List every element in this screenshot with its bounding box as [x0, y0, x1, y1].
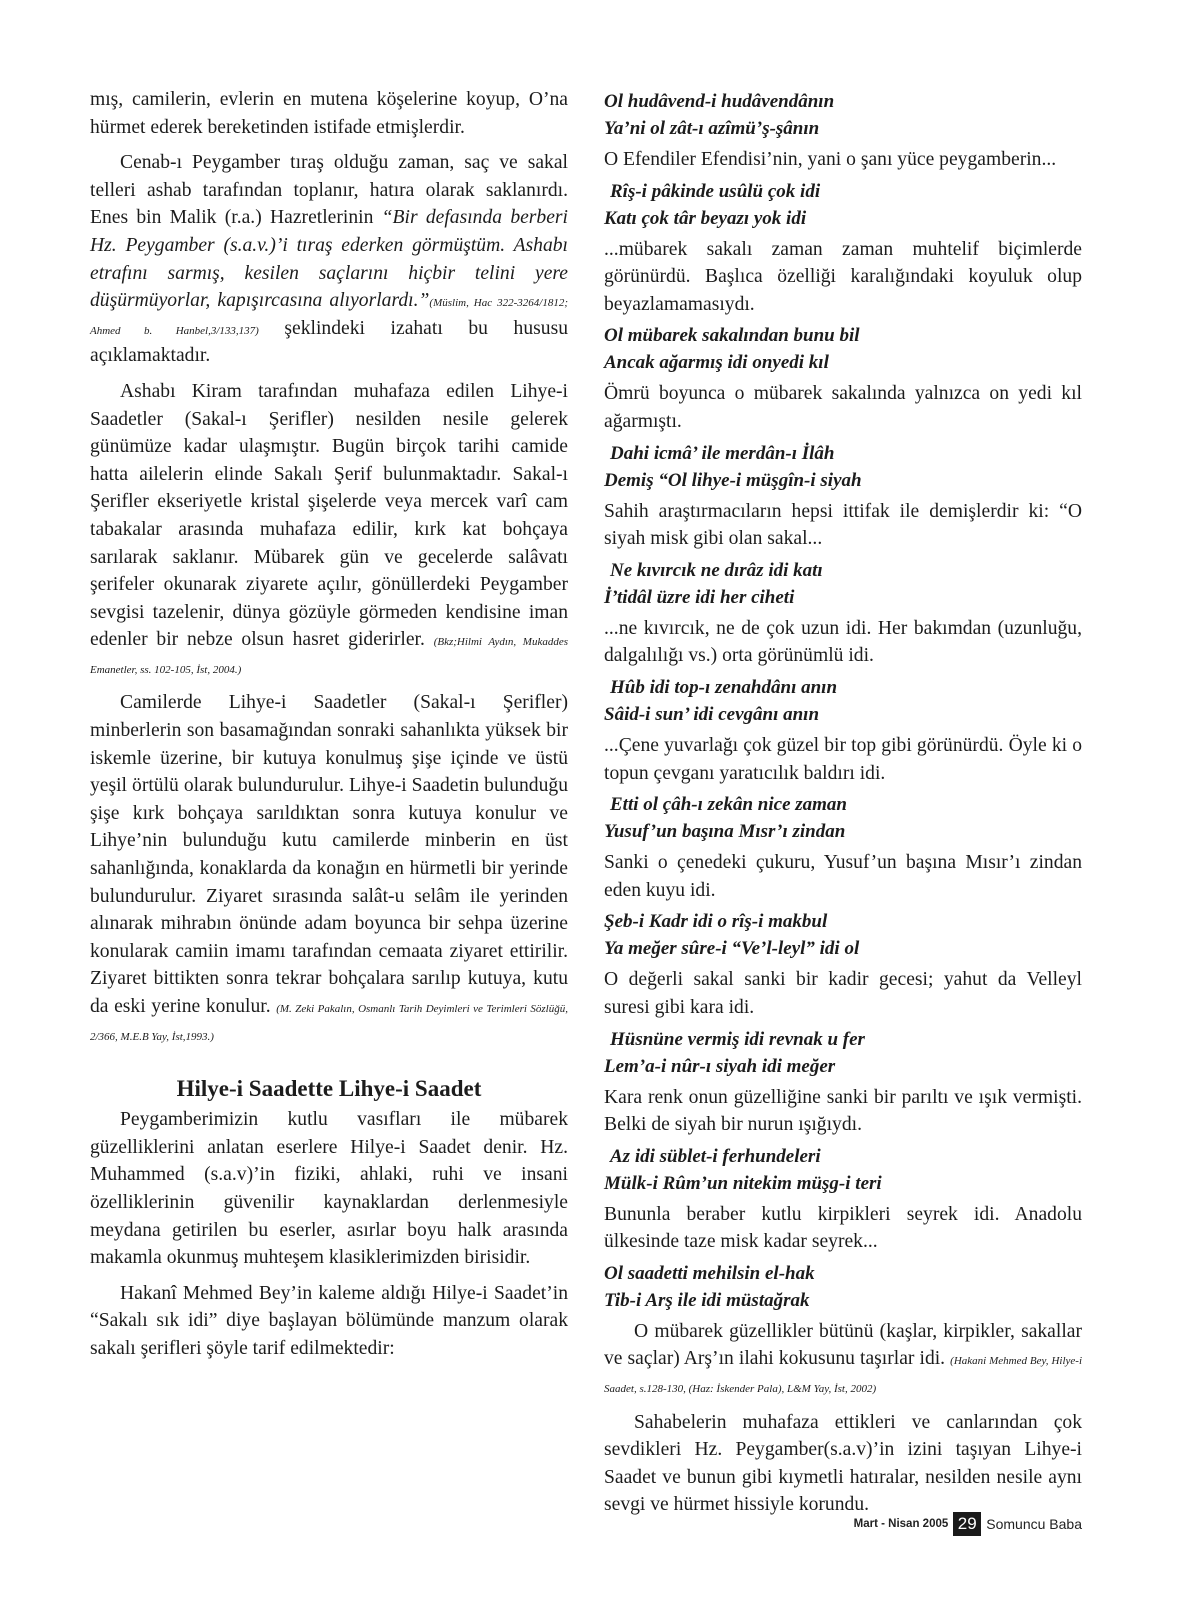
paragraph-3	[90, 378, 568, 682]
verse-line: Az idi süblet-i ferhundeleri	[610, 1145, 821, 1167]
verse-couplet	[604, 1026, 1082, 1080]
citation-pakalin: (M. Zeki Pakalın, Osmanlı Tarih Deyimleri ve Terimleri Sözlüğü, 2/366, M.E.B Yay, İst,1993.)	[90, 1003, 568, 1043]
verse-translation: O Efendiler Efendisi’nin, yani o şanı yüce peygamberin...	[604, 149, 1057, 170]
issue-date: Mart - Nisan 2005	[853, 1518, 949, 1530]
verse-couplet	[604, 440, 1082, 494]
page-number: 29	[953, 1512, 981, 1536]
verse-translation: ...mübarek sakalı zaman zaman muhtelif biçimlerde görünürdü. Başlıca özelliği karalığındaki koyuluk olup beyazlamamasıydı.	[604, 238, 1082, 315]
verse-couplet	[604, 908, 1082, 962]
verse-line: Dahi icmâ’ ile merdân-ı İlâh	[610, 442, 835, 464]
citation-hakani: (Hakani Mehmed Bey, Hilye-i Saadet, s.128-130, (Haz: İskender Pala), L&M Yay, İst, 2002)	[604, 1355, 1083, 1396]
verse-translation: Bununla beraber kutlu kirpikleri seyrek idi. Anadolu ülkesinde taze misk kadar seyrek...	[604, 1203, 1082, 1253]
paragraph-2-start: Cenab-ı Peygamber tıraş olduğu zaman, saç ve sakal telleri ashab tarafından toplanır, hatıra olarak saklanırdı. Enes bin Malik (r.a.) Hazretlerinin	[90, 152, 568, 229]
verse-line: Mülk-i Rûm’un nitekim müşg-i teri	[604, 1172, 882, 1194]
verse-translation: O değerli sakal sanki bir kadir gecesi; yahut da Velleyl suresi gibi kara idi.	[604, 969, 1082, 1018]
verse-line: Ya’ni ol zât-ı azîmü’ş-şânın	[604, 118, 820, 139]
paragraph-2	[90, 149, 568, 370]
closing-paragraph-2: Sahabelerin muhafaza ettikleri ve canlarından çok sevdikleri Hz. Peygamber(s.a.v)’in izini taşıyan Lihye-i Saadet ve bunun gibi kıymetli hatıralar, nesilden nesile aynı sevgi ve hürmet hissiyle korundu.	[604, 1411, 1082, 1516]
citation-aydin: (Bkz;Hilmi Aydın, Mukaddes Emanetler, ss. 102-105, İst, 2004.)	[90, 636, 569, 676]
verse-line: Ol mübarek sakalından bunu bil	[604, 325, 860, 347]
enes-quote: “Bir defasında berberi Hz. Peygamber (s.a.v.)’i tıraş ederken görmüştüm. Ashabı etrafını sarmış, kesilen saçlarını hiçbir telini yere düşürmüyorlar, kapışırcasına alıyorlardı.”	[90, 207, 568, 312]
verse-translation: ...Çene yuvarlağı çok güzel bir top gibi görünürdü. Öyle ki o topun çevganı yaratıcılık baldırı idi.	[604, 734, 1082, 784]
left-column	[90, 86, 568, 1363]
page-footer	[854, 1512, 1082, 1536]
paragraph-4	[90, 689, 568, 1048]
verse-line: Yusuf’un başına Mısr’ı zindan	[604, 821, 846, 843]
paragraph-1: mış, camilerin, evlerin en mutena köşelerine koyup, O’na hürmet ederek bereketinden istifade etmişlerdir.	[90, 89, 568, 138]
verse-line: Ancak ağarmış idi onyedi kıl	[604, 352, 829, 374]
closing-paragraph-1	[604, 1318, 1082, 1401]
verse-line: Hûb idi top-ı zenahdânı anın	[610, 676, 838, 698]
verse-couplet	[604, 178, 1082, 232]
verse-couplet	[604, 1260, 1082, 1314]
verse-line: İ’tidâl üzre idi her ciheti	[604, 586, 795, 608]
verse-couplet	[604, 1143, 1082, 1197]
verse-line: Ya meğer sûre-i “Ve’l-leyl” idi ol	[604, 938, 860, 960]
citation-muslim: (Müslim, Hac 322-3264/1812; Ahmed b. Hanbel,3/133,137)	[90, 297, 568, 337]
verse-line: Etti ol çâh-ı zekân nice zaman	[610, 794, 847, 816]
verse-couplet	[604, 674, 1082, 728]
verse-line: Sâid-i sun’ idi cevgânı anın	[604, 703, 820, 725]
verse-line: Demiş “Ol lihye-i müşgîn-i siyah	[604, 469, 862, 491]
verse-line: Lem’a-i nûr-ı siyah idi meğer	[604, 1055, 836, 1077]
verse-line: Rîş-i pâkinde usûlü çok idi	[610, 180, 821, 202]
verse-line: Ne kıvırcık ne dırâz idi katı	[610, 559, 823, 581]
verse-line: Ol hudâvend-i hudâvendânın	[604, 91, 835, 112]
verse-line: Tib-i Arş ile idi müstağrak	[604, 1289, 810, 1311]
verse-translation: Sanki o çenedeki çukuru, Yusuf’un başına Mısır’ı zindan eden kuyu idi.	[604, 852, 1082, 901]
right-column	[604, 86, 1082, 1519]
verse-translation: Ömrü boyunca o mübarek sakalında yalnızca on yedi kıl ağarmıştı.	[604, 383, 1082, 432]
verse-couplet	[604, 791, 1082, 845]
verse-couplet	[604, 88, 1082, 142]
verse-translation: Sahih araştırmacıların hepsi ittifak ile demişlerdir ki: “O siyah misk gibi olan sakal...	[604, 500, 1082, 550]
paragraph-3-text: Ashabı Kiram tarafından muhafaza edilen Lihye-i Saadetler (Sakal-ı Şerifler) nesilden nesile gelerek günümüze kadar ulaşmıştır. Bugün birçok tarihi camide hatta ailelerin elinde Sakalı Şerif bulunmaktadır. Sakal-ı Şerifler ekseriyetle kristal şişelerde veya mercek varî cam tabakalar arasında muhafaza edilir, kırk kat bohçaya sarılarak saklanır. Mübarek gün ve gecelerde salâvatı şerifeler okunarak ziyarete açılır, gönüllerdeki Peygamber sevgisi tazelenir, dünya gözüyle görmeden kendisine iman edenler bir nebze olsun hasret giderirler.	[90, 380, 568, 651]
paragraph-5: Peygamberimizin kutlu vasıfları ile mübarek güzelliklerini anlatan eserlere Hilye-i Saadet denir. Hz. Muhammed (s.a.v)’in fiziki, ahlaki, ruhi ve insani özelliklerinin güvenilir kaynaklardan derlenmesiyle meydana getirilen bu eserler, asırlar boyu halk arasında makamla okunmuş muhteşem klasiklerimizden birisidir.	[90, 1109, 568, 1269]
verse-translation: ...ne kıvırcık, ne de çok uzun idi. Her bakımdan (uzunluğu, dalgalılığı vs.) orta görünümlü idi.	[604, 617, 1082, 667]
verse-couplet	[604, 557, 1082, 611]
magazine-name: Somuncu Baba	[986, 1516, 1082, 1532]
paragraph-6: Hakanî Mehmed Bey’in kaleme aldığı Hilye-i Saadet’in “Sakalı sık idi” diye başlayan bölümünde manzum olarak sakalı şerifleri şöyle tarif edilmektedir:	[90, 1282, 568, 1359]
section-heading: Hilye-i Saadette Lihye-i Saadet	[176, 1076, 482, 1102]
verse-blocks	[604, 88, 1082, 1314]
verse-line: Ol saadetti mehilsin el-hak	[604, 1262, 815, 1284]
verse-line: Hüsnüne vermiş idi revnak u fer	[610, 1028, 865, 1050]
verse-line: Katı çok târ beyazı yok idi	[604, 207, 807, 229]
verse-couplet	[604, 322, 1082, 376]
closing-paragraph-1-text: O mübarek güzellikler bütünü (kaşlar, kirpikler, sakallar ve saçlar) Arş’ın ilahi kokusunu taşırlar idi.	[604, 1320, 1082, 1370]
paragraph-4-text: Camilerde Lihye-i Saadetler (Sakal-ı Şerifler) minberlerin son basamağından sonraki sahanlıkta yüksek bir iskemle üzerine, bir kutuya konulmuş şişe içinde ve üstü yeşil örtülü olarak bulundurulur. Lihye-i Saadetin bulunduğu şişe kırk bohçaya sarıldıktan sonra kutuya konulur ve Lihye’nin bulunduğu kutu camilerde minberin en üst sahanlığında, konaklarda da konağın en hürmetli bir yerinde bulundurulur. Ziyaret sırasında salât-u selâm ile yerinden alınarak mihrabın önünde adam boyunca bir sehpa üzerine konularak camiin imamı tarafından cemaata ziyaret ettirilir. Ziyaret bittikten sonra tekrar bohçalara sarılıp kutuya, kutu da eski yerine konulur.	[90, 692, 568, 1017]
verse-line: Şeb-i Kadr idi o rîş-i makbul	[604, 911, 828, 933]
verse-translation: Kara renk onun güzelliğine sanki bir parıltı ve ışık vermişti. Belki de siyah bir nurun ışığıydı.	[604, 1086, 1082, 1136]
paragraph-2-end: şeklindeki izahatı bu hususu açıklamaktadır.	[90, 317, 568, 367]
